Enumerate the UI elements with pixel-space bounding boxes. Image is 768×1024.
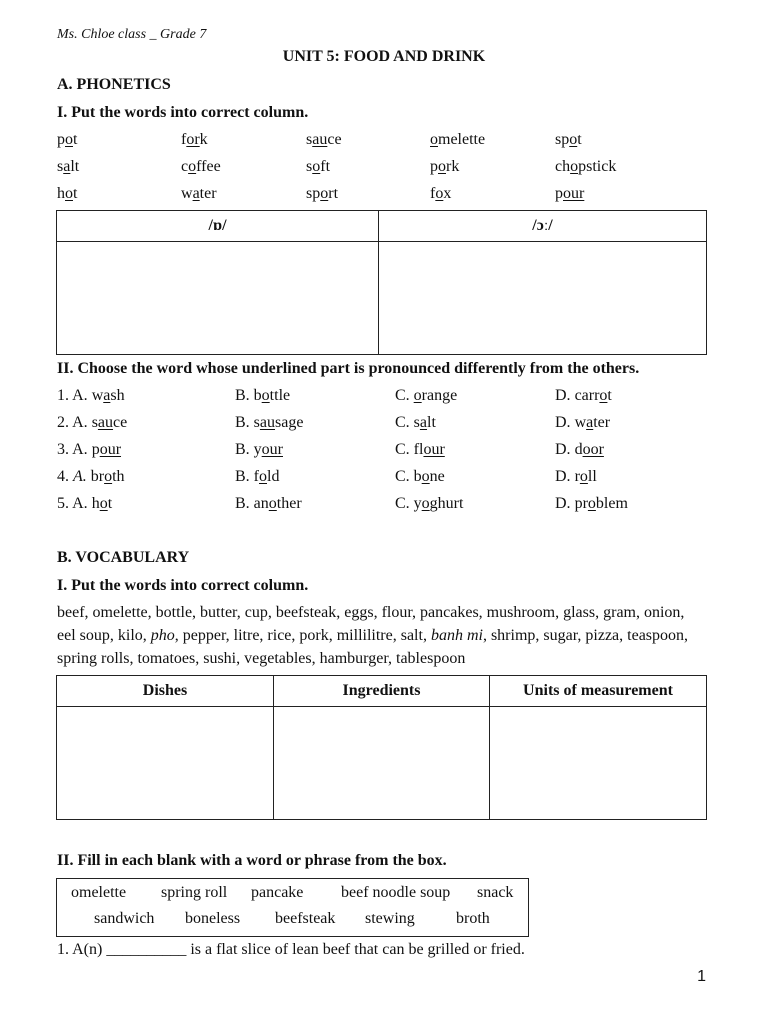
section-b-part1-heading: I. Put the words into correct column. — [57, 577, 309, 594]
phonetic-word: soft — [306, 158, 331, 175]
question-option[interactable]: B. fold — [235, 468, 280, 485]
phonetic-word: sport — [306, 185, 339, 202]
phonetic-word: fork — [181, 131, 208, 148]
question-option[interactable]: C. yoghurt — [395, 495, 464, 512]
word-box-item: snack — [477, 884, 514, 901]
fill-blank-question: 1. A(n) __________ is a flat slice of lean beef that can be grilled or fried. — [57, 941, 525, 958]
phonetic-word: salt — [57, 158, 80, 175]
question-option[interactable]: C. orange — [395, 387, 458, 404]
question-option[interactable]: D. door — [555, 441, 604, 458]
question-option[interactable]: 2. A. sauce — [57, 414, 128, 431]
phonetic-word: chopstick — [555, 158, 617, 175]
answer-cell[interactable] — [490, 707, 707, 820]
question-option[interactable]: B. another — [235, 495, 302, 512]
question-option[interactable]: B. sausage — [235, 414, 304, 431]
question-option[interactable]: 1. A. wash — [57, 387, 125, 404]
question-option[interactable]: 3. A. pour — [57, 441, 122, 458]
phonetic-word: water — [181, 185, 217, 202]
word-box-item: pancake — [251, 884, 304, 901]
question-option[interactable]: 5. A. hot — [57, 495, 113, 512]
answer-cell[interactable] — [57, 707, 274, 820]
question-option[interactable]: C. salt — [395, 414, 436, 431]
word-box-item: broth — [456, 910, 490, 927]
phonetic-word: sauce — [306, 131, 342, 148]
phonetic-word: coffee — [181, 158, 221, 175]
phonetic-word: pork — [430, 158, 460, 175]
word-box-item: boneless — [185, 910, 241, 927]
phonetic-word: hot — [57, 185, 78, 202]
answer-cell[interactable] — [379, 242, 707, 355]
page-number: 1 — [697, 968, 706, 985]
phonetic-word: spot — [555, 131, 582, 148]
word-box-item: sandwich — [94, 910, 155, 927]
word-box-item: beef noodle soup — [341, 884, 451, 901]
answer-cell[interactable] — [57, 242, 379, 355]
phonetic-word: pot — [57, 131, 78, 148]
word-box-item: spring roll — [161, 884, 228, 901]
section-b-part2-heading: II. Fill in each blank with a word or phrase from the box. — [57, 852, 447, 869]
word-box-item: omelette — [71, 884, 127, 901]
question-option[interactable]: D. problem — [555, 495, 628, 512]
question-option[interactable]: 4. A. broth — [57, 468, 125, 485]
phonetic-word: fox — [430, 185, 452, 202]
section-a-part1-heading: I. Put the words into correct column. — [57, 104, 309, 121]
sound-column-header: /ɔː/ — [379, 211, 707, 242]
phonetics-sound-table — [56, 210, 707, 355]
phonetic-word: omelette — [430, 131, 486, 148]
section-a-heading: A. PHONETICS — [57, 76, 171, 93]
category-column-header: Dishes — [57, 676, 274, 707]
question-option[interactable]: D. carrot — [555, 387, 612, 404]
vocabulary-category-table — [56, 675, 707, 820]
phonetic-word: pour — [555, 185, 585, 202]
class-header: Ms. Chloe class _ Grade 7 — [57, 27, 207, 42]
answer-cell[interactable] — [274, 707, 490, 820]
section-b-heading: B. VOCABULARY — [57, 549, 190, 566]
sound-column-header: /ɒ/ — [57, 211, 379, 242]
word-box-item: stewing — [365, 910, 415, 927]
question-option[interactable]: B. bottle — [235, 387, 291, 404]
question-option[interactable]: C. bone — [395, 468, 445, 485]
word-box — [56, 878, 529, 937]
section-a-part2-heading: II. Choose the word whose underlined part is pronounced differently from the others. — [57, 360, 640, 377]
category-column-header: Units of measurement — [490, 676, 707, 707]
vocabulary-word-list: beef, omelette, bottle, butter, cup, beefsteak, eggs, flour, pancakes, mushroom, glass, gram, onion, eel soup, kilo, pho, pepper, litre, rice, pork, millilitre, salt, banh mi, shrimp, sugar, pizza, teaspoon, spring rolls, tomatoes, sushi, vegetables, hamburger, tablespoon — [57, 604, 689, 667]
question-option[interactable]: D. roll — [555, 468, 597, 485]
page-title: UNIT 5: FOOD AND DRINK — [282, 48, 486, 65]
category-column-header: Ingredients — [274, 676, 490, 707]
question-option[interactable]: B. your — [235, 441, 283, 458]
question-option[interactable]: D. water — [555, 414, 611, 431]
word-box-item: beefsteak — [275, 910, 336, 927]
question-option[interactable]: C. flour — [395, 441, 445, 458]
